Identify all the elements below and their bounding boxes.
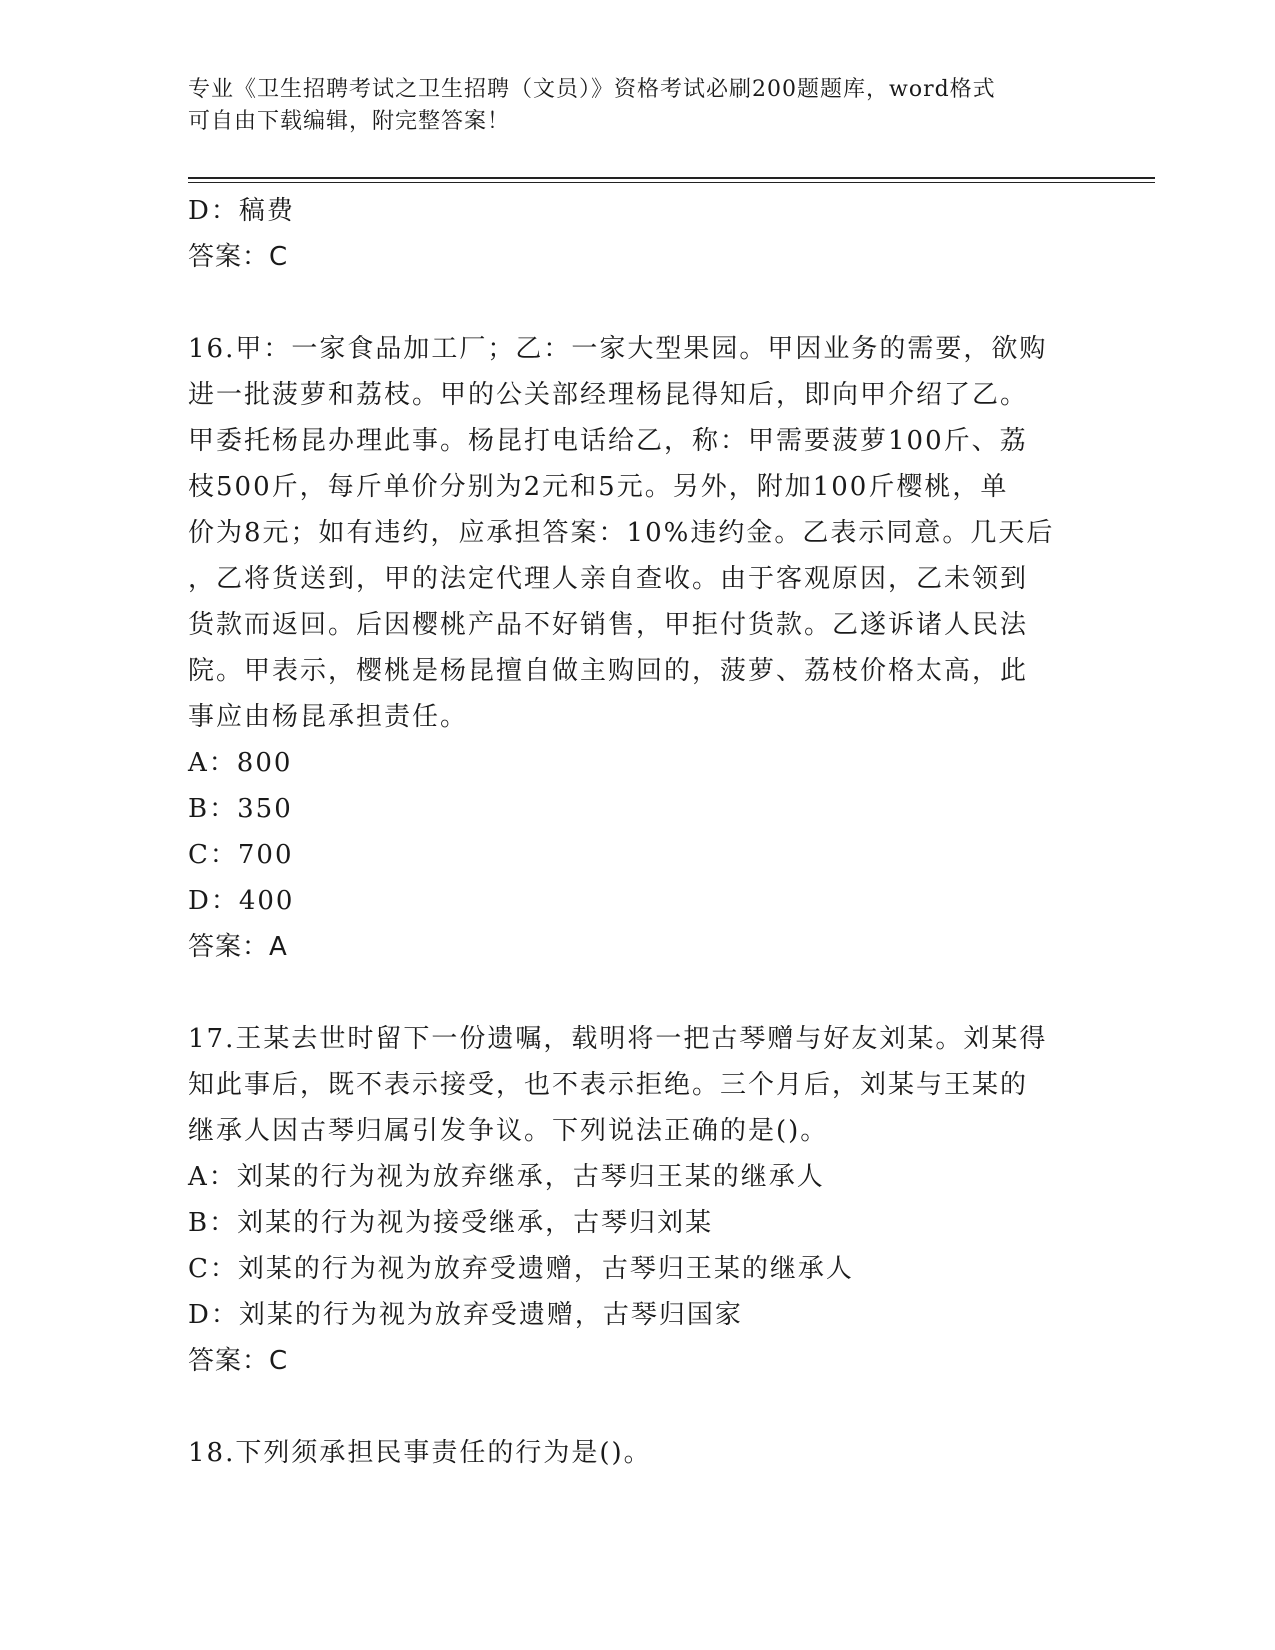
q16-stem-line: 价为8元；如有违约，应承担答案：10%违约金。乙表示同意。几天后 xyxy=(188,518,1055,548)
q17-stem-line: 继承人因古琴归属引发争议。下列说法正确的是()。 xyxy=(188,1116,829,1146)
document-body xyxy=(188,188,1088,1476)
question-16-stem xyxy=(188,326,1068,740)
q16-option-b: B：350 xyxy=(188,794,293,824)
q16-option-a: A：800 xyxy=(188,748,293,778)
q16-stem-line: 甲委托杨昆办理此事。杨昆打电话给乙，称：甲需要菠萝100斤、荔 xyxy=(188,426,1028,456)
spacer xyxy=(188,970,1088,1016)
prev-answer: 答案：C xyxy=(188,242,289,272)
question-17-stem xyxy=(188,1016,1068,1154)
header-line-2: 可自由下载编辑，附完整答案！ xyxy=(188,109,511,134)
prev-option-d: D：稿费 xyxy=(188,196,295,226)
spacer xyxy=(188,1384,1088,1430)
q17-stem-line: 17.王某去世时留下一份遗嘱，载明将一把古琴赠与好友刘某。刘某得 xyxy=(188,1024,1048,1054)
q16-answer: 答案：A xyxy=(188,932,288,962)
page-header xyxy=(188,74,1068,138)
q17-option-b: B：刘某的行为视为接受继承，古琴归刘某 xyxy=(188,1208,714,1238)
q17-stem-line: 知此事后，既不表示接受，也不表示拒绝。三个月后，刘某与王某的 xyxy=(188,1070,1029,1100)
header-line-1: 专业《卫生招聘考试之卫生招聘（文员）》资格考试必刷200题题库，word格式 xyxy=(188,77,996,102)
q16-stem-line: ，乙将货送到，甲的法定代理人亲自查收。由于客观原因，乙未领到 xyxy=(188,564,1029,594)
q16-option-c: C：700 xyxy=(188,840,294,870)
q17-option-c: C：刘某的行为视为放弃受遗赠，古琴归王某的继承人 xyxy=(188,1254,854,1284)
q16-stem-line: 事应由杨昆承担责任。 xyxy=(188,702,469,732)
q16-stem-line: 院。甲表示，樱桃是杨昆擅自做主购回的，菠萝、荔枝价格太高，此 xyxy=(188,656,1029,686)
q18-stem-line: 18.下列须承担民事责任的行为是()。 xyxy=(188,1438,652,1468)
q16-stem-line: 枝500斤，每斤单价分别为2元和5元。另外，附加100斤樱桃，单 xyxy=(188,472,1009,502)
spacer xyxy=(188,280,1088,326)
header-rule-thin xyxy=(188,182,1155,183)
q17-option-d: D：刘某的行为视为放弃受遗赠，古琴归国家 xyxy=(188,1300,743,1330)
q16-stem-line: 16.甲：一家食品加工厂；乙：一家大型果园。甲因业务的需要，欲购 xyxy=(188,334,1048,364)
q17-answer: 答案：C xyxy=(188,1346,289,1376)
header-rule-thick xyxy=(188,177,1155,179)
q16-option-d: D：400 xyxy=(188,886,295,916)
q16-stem-line: 进一批菠萝和荔枝。甲的公关部经理杨昆得知后，即向甲介绍了乙。 xyxy=(188,380,1029,410)
q16-stem-line: 货款而返回。后因樱桃产品不好销售，甲拒付货款。乙遂诉诸人民法 xyxy=(188,610,1029,640)
q17-option-a: A：刘某的行为视为放弃继承，古琴归王某的继承人 xyxy=(188,1162,825,1192)
